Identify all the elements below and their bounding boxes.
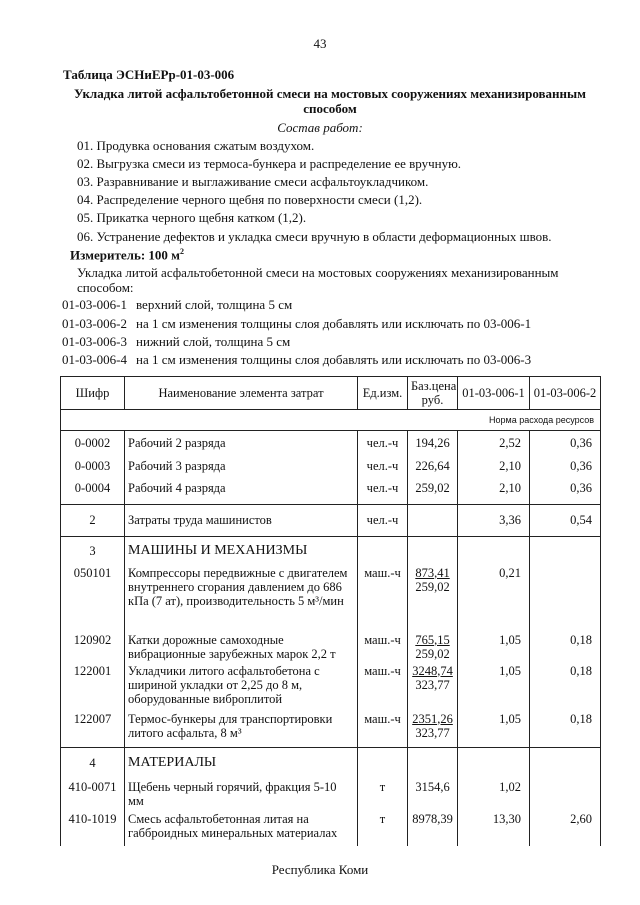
cell-v1 bbox=[458, 537, 530, 566]
work-description: Укладка литой асфальтобетонной смеси на мостовых сооружениях механизированным способом: bbox=[77, 265, 559, 295]
cell-unit: маш.-ч bbox=[358, 633, 408, 664]
cell-v2 bbox=[530, 748, 601, 780]
sostav-label: Состав работ: bbox=[277, 120, 363, 135]
cell-code: 0-0002 bbox=[61, 431, 125, 454]
work-item: 02. Выгрузка смеси из термоса-бункера и распределение ее вручную. bbox=[77, 156, 462, 171]
work-item: 06. Устранение дефектов и укладка смеси вручную в области деформационных швов. bbox=[77, 229, 552, 244]
cell-price: 3248,74 323,77 bbox=[408, 664, 458, 712]
table-row bbox=[61, 477, 601, 505]
cell-unit: маш.-ч bbox=[358, 566, 408, 633]
col-header-name: Наименование элемента затрат bbox=[125, 377, 358, 410]
table-subtitle: Укладка литой асфальтобетонной смеси на мостовых сооружениях механизированным способом bbox=[73, 86, 587, 116]
table-title: Таблица ЭСНиЕРр-01-03-006 bbox=[63, 67, 235, 82]
table-row bbox=[61, 566, 601, 633]
cell-v2: 2,60 bbox=[530, 812, 601, 846]
cell-code: 122007 bbox=[61, 712, 125, 748]
cell-unit: маш.-ч bbox=[358, 664, 408, 712]
work-item: 05. Прикатка черного щебня катком (1,2). bbox=[77, 210, 307, 225]
cell-unit: маш.-ч bbox=[358, 712, 408, 748]
cell-v1: 3,36 bbox=[458, 505, 530, 537]
col-header-shifr: Шифр bbox=[61, 377, 125, 410]
cell-unit: т bbox=[358, 780, 408, 812]
code-line: 01-03-006-1 верхний слой, толщина 5 см bbox=[62, 297, 293, 312]
cell-name: Термос-бункеры для транспортировки литого асфальта, 8 м³ bbox=[125, 712, 358, 748]
table-row bbox=[61, 664, 601, 712]
cell-price: 765,15 259,02 bbox=[408, 633, 458, 664]
code-line: 01-03-006-4 на 1 см изменения толщины слоя добавлять или исключать по 03-006-3 bbox=[62, 352, 532, 367]
table-row bbox=[61, 812, 601, 846]
cell-code: 050101 bbox=[61, 566, 125, 633]
cell-v1 bbox=[458, 748, 530, 780]
norma-label: Норма расхода ресурсов bbox=[61, 410, 601, 431]
cell-v1: 1,05 bbox=[458, 712, 530, 748]
cell-unit bbox=[358, 748, 408, 780]
cell-unit: чел.-ч bbox=[358, 454, 408, 477]
section-name: Затраты труда машинистов bbox=[125, 505, 358, 537]
cell-v1: 0,21 bbox=[458, 566, 530, 633]
table-row bbox=[61, 454, 601, 477]
cell-name: Рабочий 3 разряда bbox=[125, 454, 358, 477]
table-row bbox=[61, 780, 601, 812]
cell-code: 410-0071 bbox=[61, 780, 125, 812]
cell-price bbox=[408, 537, 458, 566]
cell-v1: 13,30 bbox=[458, 812, 530, 846]
table-row bbox=[61, 712, 601, 748]
cell-price: 194,26 bbox=[408, 431, 458, 454]
section-row bbox=[61, 537, 601, 566]
cell-v2: 0,54 bbox=[530, 505, 601, 537]
cell-price: 873,41 259,02 bbox=[408, 566, 458, 633]
col-header-c2: 01-03-006-2 bbox=[530, 377, 601, 410]
cell-v1: 2,10 bbox=[458, 477, 530, 505]
work-item: 01. Продувка основания сжатым воздухом. bbox=[77, 138, 315, 153]
cell-v2: 0,18 bbox=[530, 633, 601, 664]
cell-unit: чел.-ч bbox=[358, 477, 408, 505]
cell-price bbox=[408, 505, 458, 537]
table-header-row bbox=[61, 377, 601, 410]
page-number: 43 bbox=[313, 36, 327, 51]
cell-name: Рабочий 2 разряда bbox=[125, 431, 358, 454]
work-item: 04. Распределение черного щебня по поверхности смеси (1,2). bbox=[77, 192, 423, 207]
table-row bbox=[61, 431, 601, 454]
cell-code: 0-0004 bbox=[61, 477, 125, 505]
section-name: МАТЕРИАЛЫ bbox=[125, 748, 358, 780]
col-header-unit: Ед.изм. bbox=[358, 377, 408, 410]
code-line: 01-03-006-2 на 1 см изменения толщины слоя добавлять или исключать по 03-006-1 bbox=[62, 316, 532, 331]
page-footer: Республика Коми bbox=[271, 862, 369, 877]
cell-name: Катки дорожные самоходные вибрационные зарубежных марок 2,2 т bbox=[125, 633, 358, 664]
norma-row bbox=[61, 410, 601, 431]
cell-price: 226,64 bbox=[408, 454, 458, 477]
cell-v1: 2,52 bbox=[458, 431, 530, 454]
cell-v2 bbox=[530, 537, 601, 566]
cell-v2 bbox=[530, 780, 601, 812]
code-line: 01-03-006-3 нижний слой, толщина 5 см bbox=[62, 334, 291, 349]
cell-code: 410-1019 bbox=[61, 812, 125, 846]
cell-v1: 1,05 bbox=[458, 664, 530, 712]
cell-v2: 0,36 bbox=[530, 454, 601, 477]
cell-v2: 0,36 bbox=[530, 477, 601, 505]
cell-unit: чел.-ч bbox=[358, 431, 408, 454]
section-name: МАШИНЫ И МЕХАНИЗМЫ bbox=[125, 537, 358, 566]
cell-name: Смесь асфальтобетонная литая на габброидных минеральных материалах bbox=[125, 812, 358, 846]
cell-price: 2351,26 323,77 bbox=[408, 712, 458, 748]
cell-name: Укладчики литого асфальтобетона с шириной укладки от 2,25 до 8 м, оборудованные виброплитой bbox=[125, 664, 358, 712]
work-item: 03. Разравнивание и выглаживание смеси асфальтоукладчиком. bbox=[77, 174, 429, 189]
cell-price bbox=[408, 748, 458, 780]
cell-price: 259,02 bbox=[408, 477, 458, 505]
col-header-c1: 01-03-006-1 bbox=[458, 377, 530, 410]
cell-name: Щебень черный горячий, фракция 5-10 мм bbox=[125, 780, 358, 812]
cell-unit: т bbox=[358, 812, 408, 846]
cell-unit bbox=[358, 537, 408, 566]
section-row bbox=[61, 748, 601, 780]
col-header-price: Баз.цена руб. bbox=[408, 377, 458, 410]
cell-code: 122001 bbox=[61, 664, 125, 712]
cell-v1: 2,10 bbox=[458, 454, 530, 477]
cell-code: 0-0003 bbox=[61, 454, 125, 477]
measure-unit: Измеритель: 100 $м^2$ bbox=[70, 247, 185, 263]
section-number: 2 bbox=[61, 505, 125, 537]
cell-v2: 0,18 bbox=[530, 712, 601, 748]
cell-v2: 0,36 bbox=[530, 431, 601, 454]
cell-v1: 1,02 bbox=[458, 780, 530, 812]
section-row bbox=[61, 505, 601, 537]
cell-price: 3154,6 bbox=[408, 780, 458, 812]
resource-table bbox=[60, 376, 601, 846]
cell-v1: 1,05 bbox=[458, 633, 530, 664]
section-number: 4 bbox=[61, 748, 125, 780]
cell-name: Рабочий 4 разряда bbox=[125, 477, 358, 505]
cell-name: Компрессоры передвижные с двигателем внутреннего сгорания давлением до 686 кПа (7 ат), производительность 5 м³/мин bbox=[125, 566, 358, 633]
cell-unit: чел.-ч bbox=[358, 505, 408, 537]
cell-v2 bbox=[530, 566, 601, 633]
section-number: 3 bbox=[61, 537, 125, 566]
cell-code: 120902 bbox=[61, 633, 125, 664]
cell-price: 8978,39 bbox=[408, 812, 458, 846]
table-row bbox=[61, 633, 601, 664]
cell-v2: 0,18 bbox=[530, 664, 601, 712]
